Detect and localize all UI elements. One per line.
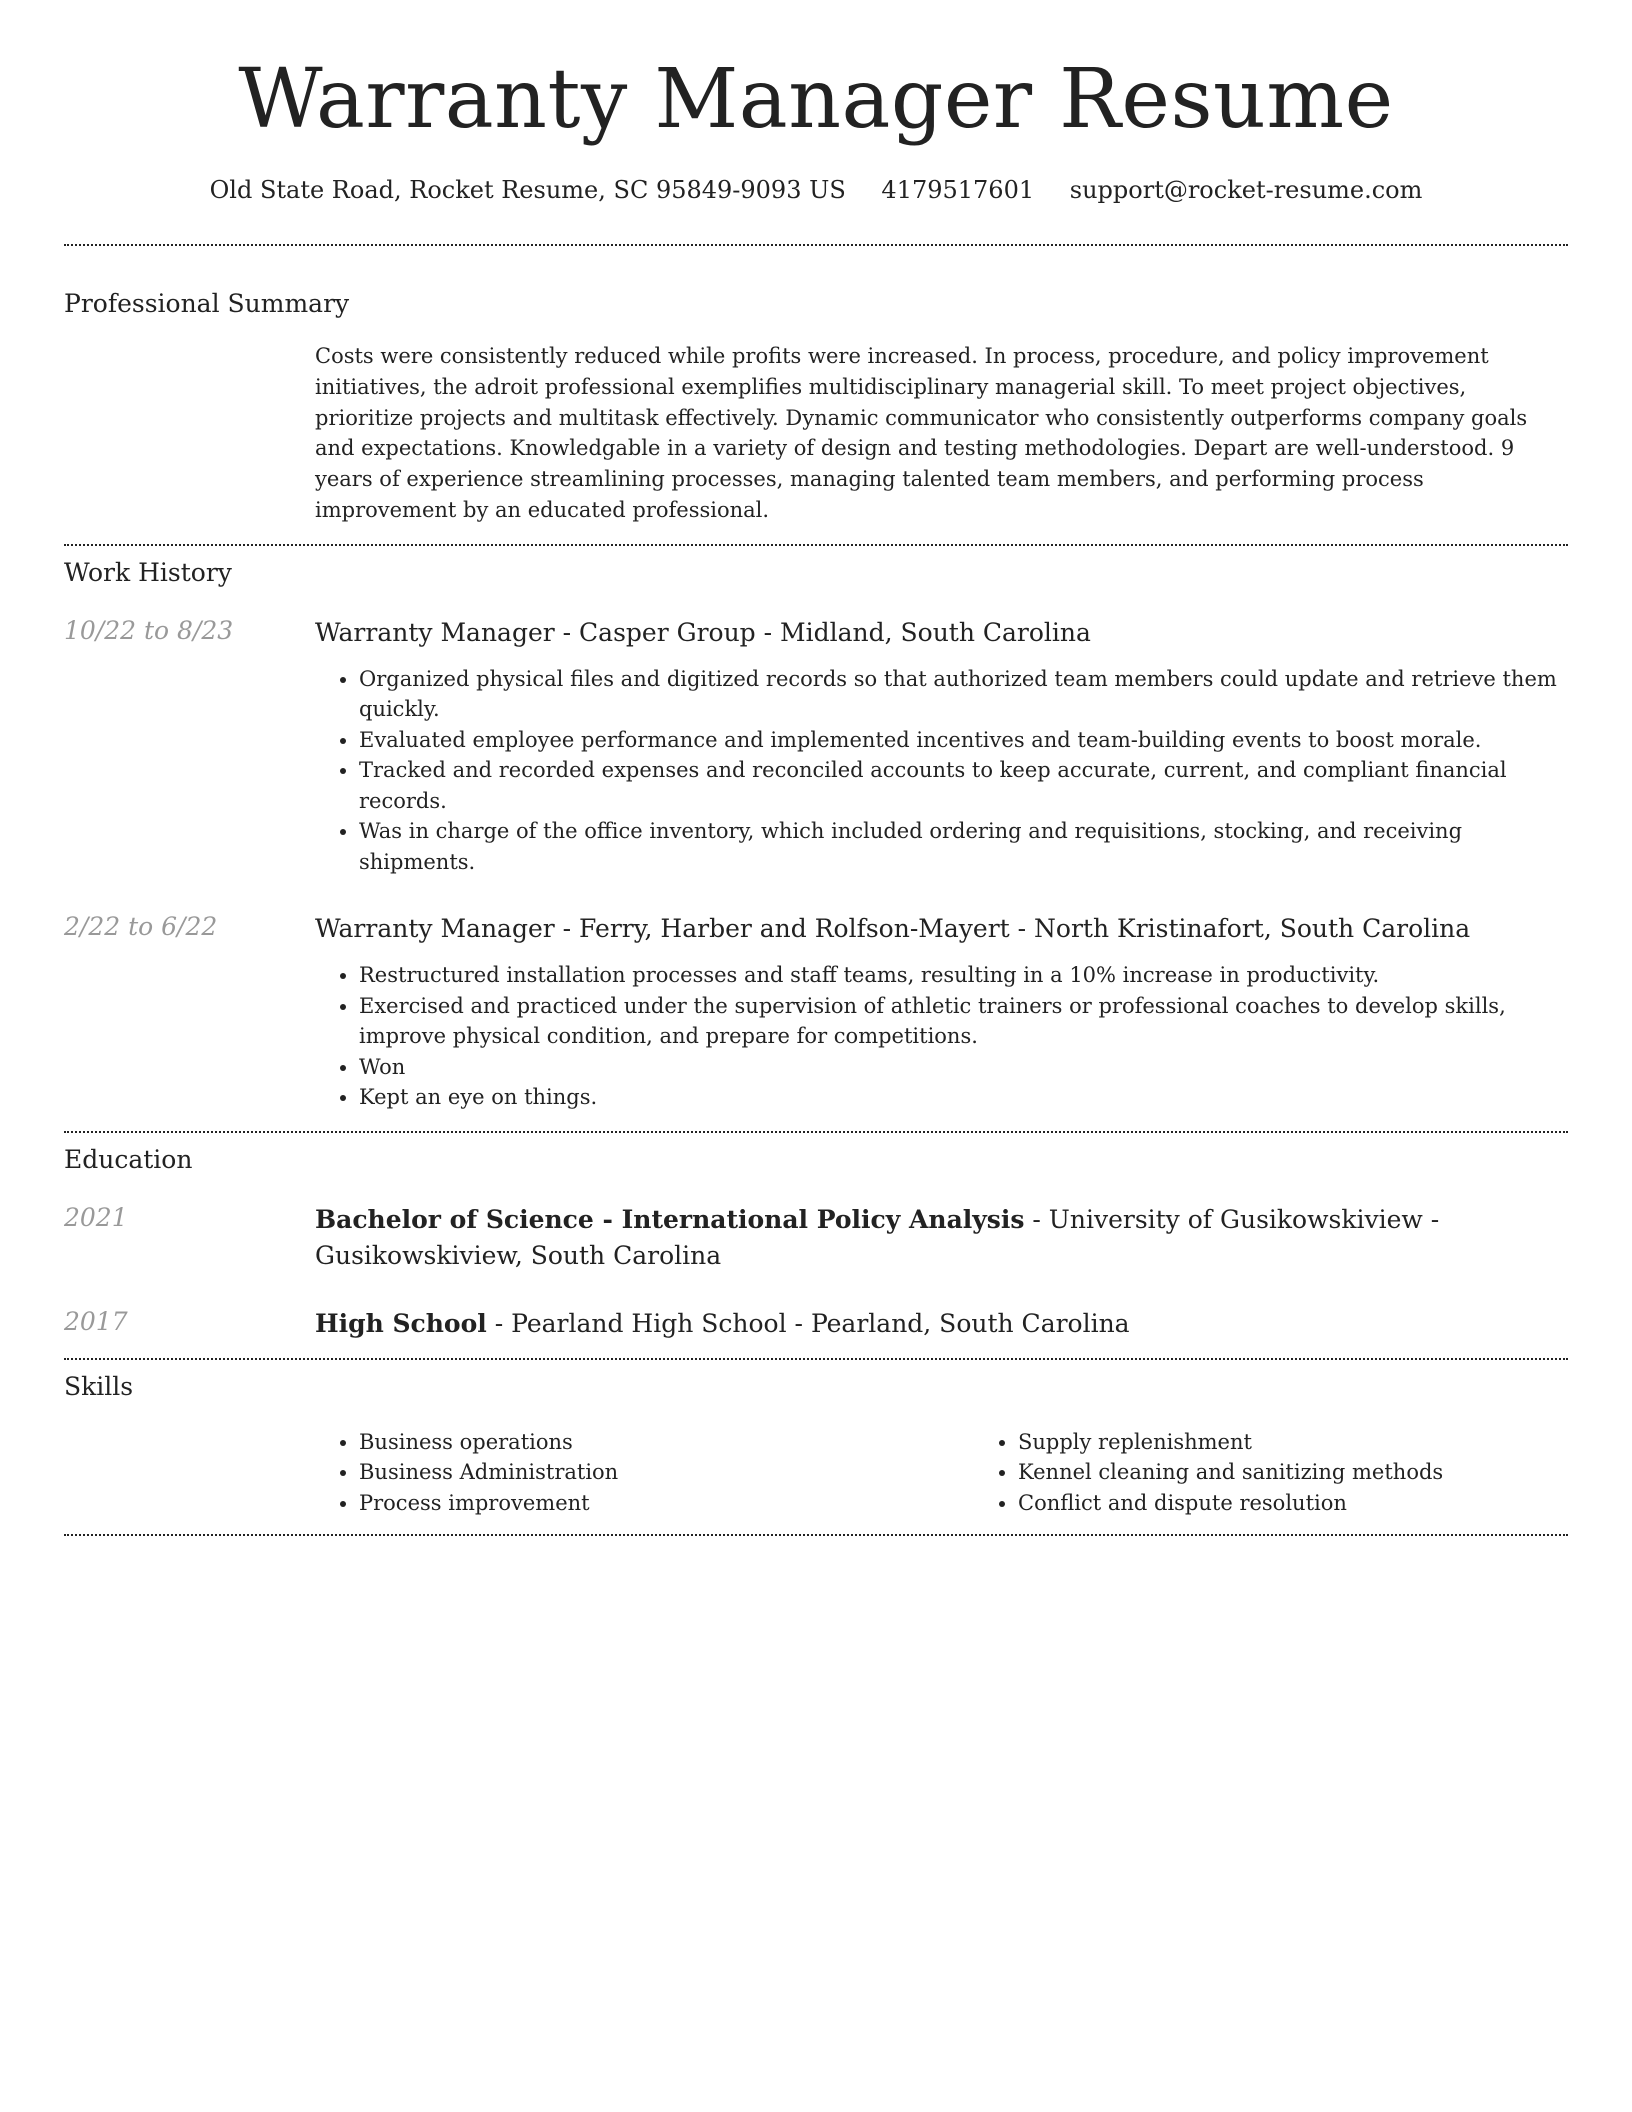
skill-item: • Business Administration [359,1457,974,1488]
list-item: • Restructured installation processes and staff teams, resulting in a 10% increase in productivity. [359,960,1568,991]
skills-list-left [315,1427,974,1519]
summary-row [64,341,1568,526]
job-dates: 10/22 to 8/23 [64,615,234,645]
section-title-education: Education [64,1144,193,1174]
job-entry [64,615,1568,878]
skills-list-right [974,1427,1632,1519]
skill-item: • Conflict and dispute resolution [1018,1488,1632,1519]
school: - University of Gusikowskiview - Gusikowskiview, South Carolina [315,1204,1440,1270]
list-item: • Won [359,1052,1568,1083]
degree: High School [315,1308,487,1338]
job-entry [64,911,1568,1113]
section-title-work: Work History [64,557,232,587]
job-heading: Warranty Manager - Ferry, Harber and Rolfson-Mayert - North Kristinafort, South Carolina [315,914,1471,944]
resume-title: Warranty Manager Resume [238,52,1394,147]
education-year: 2021 [64,1202,128,1232]
list-item: • Was in charge of the office inventory, which included ordering and requisitions, stocking, and receiving shipments. [359,816,1568,877]
education-heading [315,1202,1568,1274]
divider [64,544,1568,546]
section-title-skills: Skills [64,1371,134,1401]
resume-page [64,0,1568,1536]
list-item: • Exercised and practiced under the supervision of athletic trainers or professional coaches to develop skills, improve physical condition, and prepare for competitions. [359,991,1568,1052]
list-item: • Tracked and recorded expenses and reconciled accounts to keep accurate, current, and compliant financial records. [359,755,1568,816]
divider [64,1534,1568,1536]
address: Old State Road, Rocket Resume, SC 95849-9093 US [209,176,846,204]
skills-row [64,1427,1568,1519]
email: support@rocket-resume.com [1069,176,1423,204]
skill-item: • Kennel cleaning and sanitizing methods [1018,1457,1632,1488]
job-dates: 2/22 to 6/22 [64,912,218,942]
list-item: • Kept an eye on things. [359,1082,1568,1113]
job-heading: Warranty Manager - Casper Group - Midland, South Carolina [315,617,1091,647]
school: - Pearland High School - Pearland, South Carolina [486,1308,1130,1338]
list-item: • Organized physical files and digitized records so that authorized team members could update and retrieve them quickly. [359,664,1568,725]
divider [64,244,1568,246]
divider [64,1358,1568,1360]
education-entry [64,1202,1568,1274]
degree: Bachelor of Science - International Policy Analysis [315,1204,1025,1234]
contact-line [64,174,1568,206]
job-bullets [315,664,1568,878]
skill-item: • Process improvement [359,1488,974,1519]
skill-item: • Business operations [359,1427,974,1458]
list-item: • Evaluated employee performance and implemented incentives and team-building events to boost morale. [359,725,1568,756]
section-title-summary: Professional Summary [64,289,350,318]
skill-item: • Supply replenishment [1018,1427,1632,1458]
phone: 4179517601 [881,176,1035,204]
education-entry [64,1306,1568,1342]
summary-text: Costs were consistently reduced while profits were increased. In process, procedure, and policy improvement initiatives, the adroit professional exemplifies multidisciplinary managerial skill. To meet project objectives, prioritize projects and multitask effectively. Dynamic communicator who consistently outperforms company goals and expectations. Knowledgable in a variety of design and testing methodologies. Depart are well-understood. 9 years of experience streamlining processes, managing talented team members, and performing process improvement by an educated professional. [315,344,1528,522]
education-heading [315,1306,1568,1342]
education-year: 2017 [64,1306,128,1336]
job-bullets [315,960,1568,1113]
divider [64,1131,1568,1133]
